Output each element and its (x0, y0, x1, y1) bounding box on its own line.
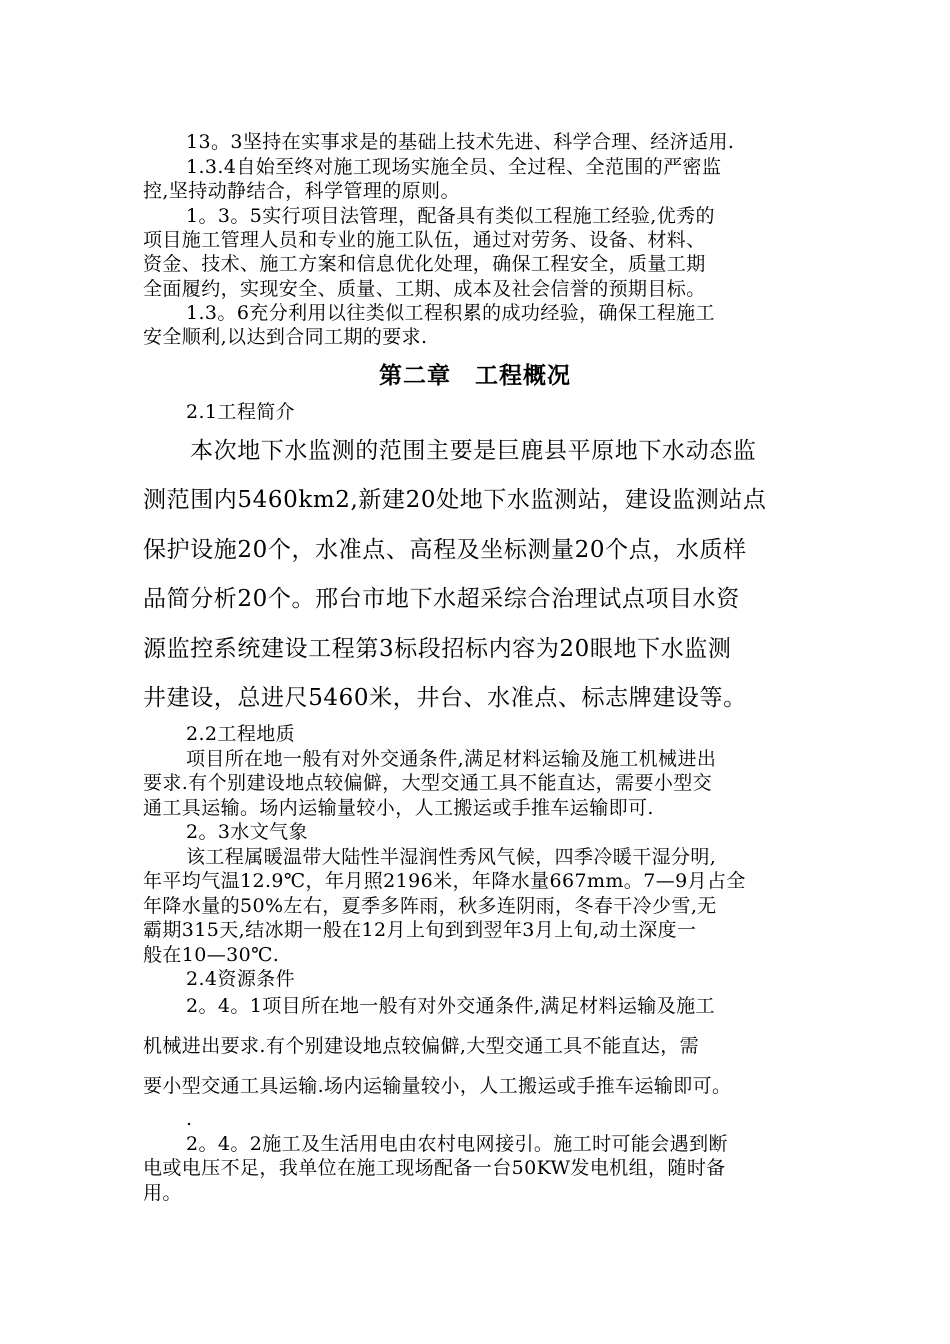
text-line: 年平均气温12.9℃，年月照2196米，年降水量667mm。7—9月占全 (143, 870, 746, 892)
text-line: 1.3。6充分利用以往类似工程积累的成功经验，确保工程施工 (186, 302, 715, 324)
text-line: 机械进出要求.有个别建设地点较偏僻,大型交通工具不能直达，需 (143, 1035, 700, 1057)
text-line: 1。3。5实行项目法管理，配备具有类似工程施工经验,优秀的 (186, 205, 715, 227)
text-line: 用。 (143, 1182, 182, 1204)
text-line: 测范围内5460km2,新建20处地下水监测站，建设监测站点 (143, 487, 767, 513)
text-line: 电或电压不足，我单位在施工现场配备一台50KW发电机组，随时备 (143, 1157, 726, 1179)
text-line: 般在10—30℃. (143, 944, 280, 966)
text-line: 通工具运输。场内运输量较小，人工搬运或手推车运输即可. (143, 797, 654, 819)
text-line: 全面履约，实现安全、质量、工期、成本及社会信誉的预期目标。 (143, 278, 706, 300)
section-heading: 2.1工程简介 (186, 401, 296, 423)
text-line: 安全顺利,以达到合同工期的要求. (143, 326, 428, 348)
text-line: 源监控系统建设工程第3标段招标内容为20眼地下水监测 (143, 636, 732, 662)
text-line: . (186, 1108, 193, 1130)
text-line: 2。4。2施工及生活用电由农村电网接引。施工时可能会遇到断 (186, 1133, 728, 1155)
text-line: 2。4。1项目所在地一般有对外交通条件,满足材料运输及施工 (186, 995, 715, 1017)
section-heading: 2.4资源条件 (186, 968, 296, 990)
text-line: 年降水量的50%左右，夏季多阵雨，秋多连阴雨，冬春干冷少雪,无 (143, 895, 717, 917)
text-line: 本次地下水监测的范围主要是巨鹿县平原地下水动态监 (190, 438, 757, 464)
section-heading: 2.2工程地质 (186, 723, 296, 745)
text-line: 该工程属暖温带大陆性半湿润性秀风气候，四季冷暖干湿分明, (186, 846, 717, 868)
text-line: 1.3.4自始至终对施工现场实施全员、全过程、全范围的严密监 (186, 156, 722, 178)
text-line: 保护设施20个，水准点、高程及坐标测量20个点，水质样 (143, 537, 747, 563)
chapter-title: 第二章 工程概况 (379, 362, 571, 389)
text-line: 要小型交通工具运输.场内运输量较小，人工搬运或手推车运输即可。 (143, 1075, 732, 1097)
text-line: 控,坚持动静结合，科学管理的原则。 (143, 180, 460, 202)
text-line: 井建设，总进尺5460米，井台、水准点、标志牌建设等。 (143, 685, 747, 711)
text-line: 霸期315天,结冰期一般在12月上旬到到翌年3月上旬,动土深度一 (143, 919, 697, 941)
section-heading: 2。3水文气象 (186, 821, 308, 843)
text-line: 要求.有个别建设地点较偏僻，大型交通工具不能直达，需要小型交 (143, 772, 713, 794)
text-line: 项目施工管理人员和专业的施工队伍，通过对劳务、设备、材料、 (143, 229, 706, 251)
text-line: 项目所在地一般有对外交通条件,满足材料运输及施工机械进出 (186, 748, 717, 770)
text-line: 资金、技术、施工方案和信息优化处理，确保工程安全，质量工期 (143, 253, 706, 275)
text-line: 品简分析20个。邢台市地下水超采综合治理试点项目水资 (143, 586, 740, 612)
text-line: 13。3坚持在实事求是的基础上技术先进、科学合理、经济适用. (186, 131, 735, 153)
